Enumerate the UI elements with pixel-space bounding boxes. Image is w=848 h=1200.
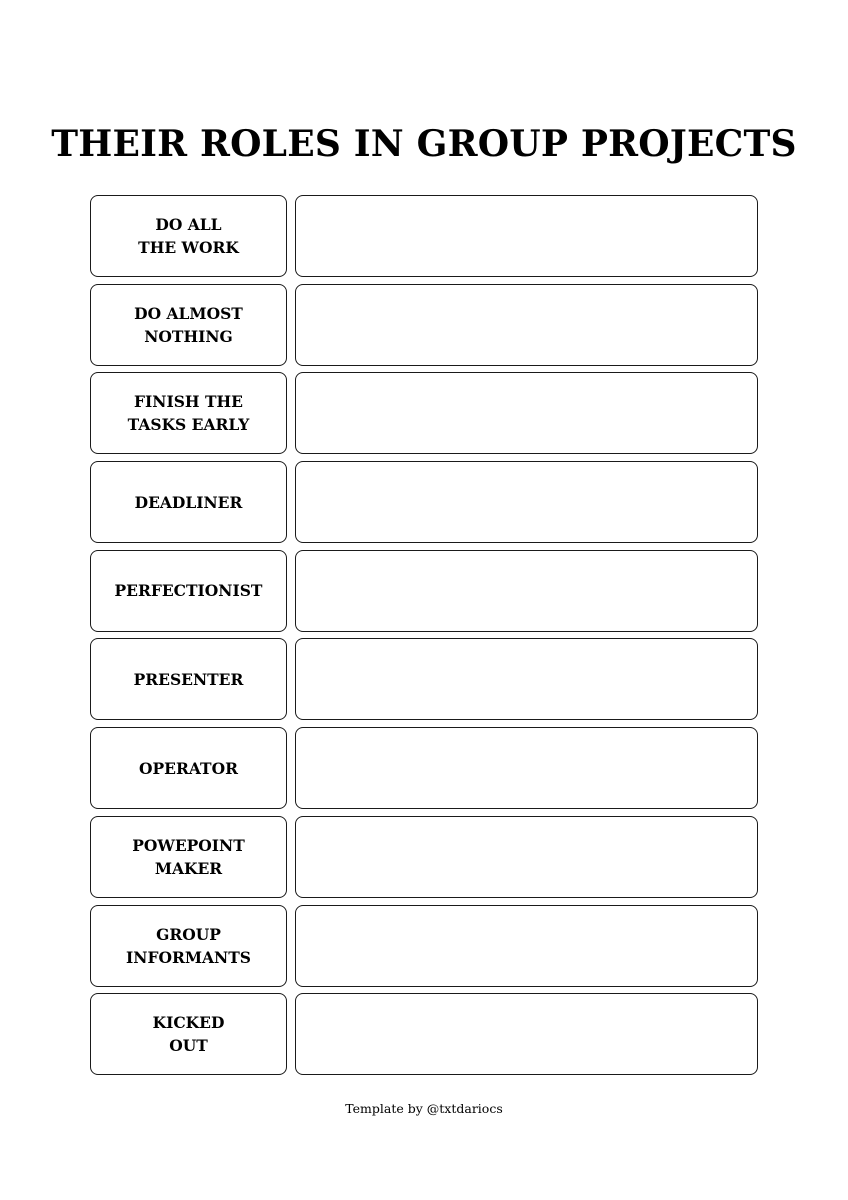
role-label-box bbox=[90, 461, 287, 543]
role-answer-box[interactable] bbox=[295, 284, 758, 366]
role-answer-box[interactable] bbox=[295, 727, 758, 809]
role-answer-box[interactable] bbox=[295, 372, 758, 454]
page-title: THEIR ROLES IN GROUP PROJECTS bbox=[51, 123, 797, 165]
role-answer-box[interactable] bbox=[295, 195, 758, 277]
roles-table bbox=[90, 195, 758, 1082]
role-label-box bbox=[90, 993, 287, 1075]
template-credit: Template by @txtdariocs bbox=[345, 1101, 503, 1116]
role-label: FINISH THE TASKS EARLY bbox=[127, 392, 250, 435]
role-label-box bbox=[90, 550, 287, 632]
role-label: DEADLINER bbox=[134, 492, 243, 512]
role-row bbox=[90, 816, 758, 898]
role-label-box bbox=[90, 905, 287, 987]
role-answer-box[interactable] bbox=[295, 905, 758, 987]
role-answer-box[interactable] bbox=[295, 638, 758, 720]
role-row bbox=[90, 905, 758, 987]
role-label: PRESENTER bbox=[133, 669, 244, 689]
role-label: POWEPOINT MAKER bbox=[132, 835, 245, 878]
role-label-box bbox=[90, 284, 287, 366]
role-label: DO ALMOST NOTHING bbox=[134, 303, 243, 346]
role-row bbox=[90, 638, 758, 720]
role-answer-box[interactable] bbox=[295, 993, 758, 1075]
role-row bbox=[90, 284, 758, 366]
role-row bbox=[90, 993, 758, 1075]
role-row bbox=[90, 727, 758, 809]
role-answer-box[interactable] bbox=[295, 816, 758, 898]
role-row bbox=[90, 372, 758, 454]
role-answer-box[interactable] bbox=[295, 461, 758, 543]
role-label-box bbox=[90, 638, 287, 720]
role-label-box bbox=[90, 816, 287, 898]
role-label-box bbox=[90, 195, 287, 277]
role-label-box bbox=[90, 372, 287, 454]
role-label: GROUP INFORMANTS bbox=[126, 924, 251, 967]
role-label-box bbox=[90, 727, 287, 809]
role-answer-box[interactable] bbox=[295, 550, 758, 632]
role-row bbox=[90, 550, 758, 632]
role-row bbox=[90, 461, 758, 543]
role-label: OPERATOR bbox=[139, 758, 238, 778]
role-label: KICKED OUT bbox=[152, 1013, 225, 1056]
role-row bbox=[90, 195, 758, 277]
role-label: PERFECTIONIST bbox=[114, 581, 263, 601]
role-label: DO ALL THE WORK bbox=[138, 215, 239, 257]
